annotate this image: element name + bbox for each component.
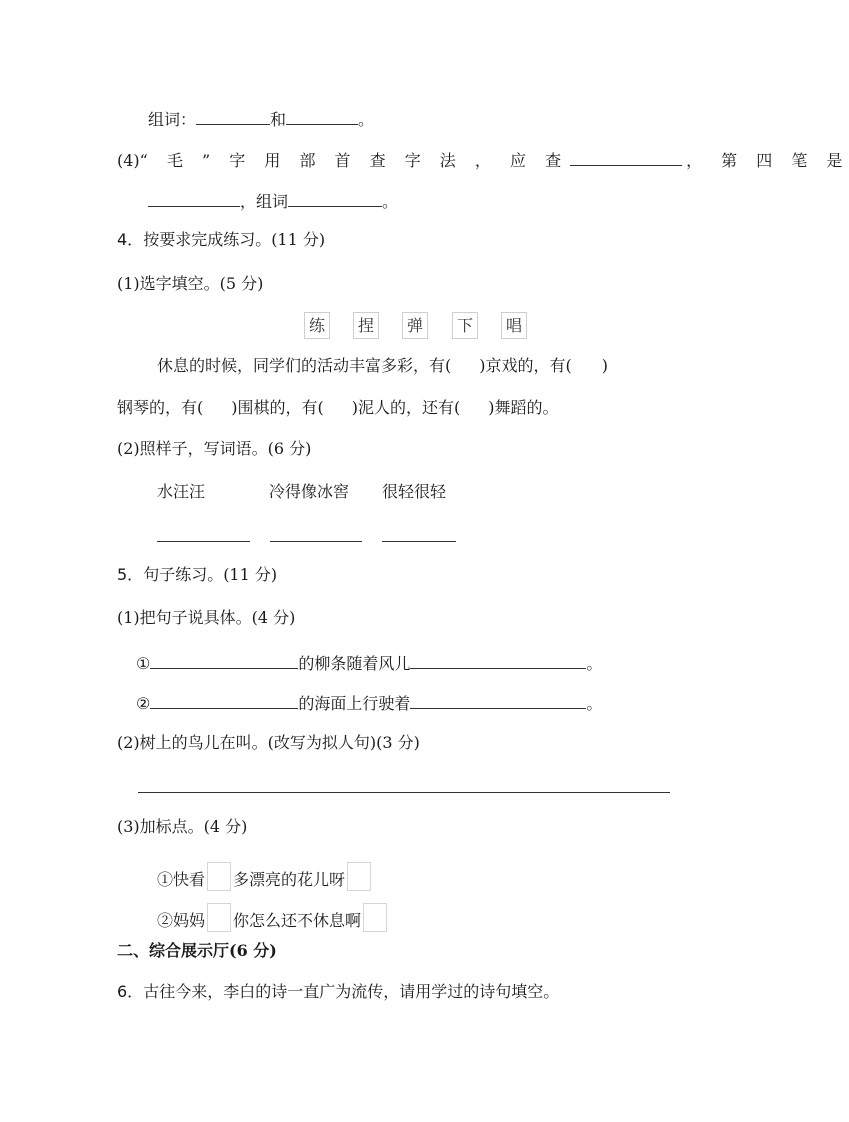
item-number: ① — [136, 654, 151, 673]
punct-text: ②妈妈 — [157, 911, 206, 930]
q3-part4-period: 。 — [382, 192, 399, 211]
sentence-period: 。 — [586, 654, 603, 673]
q6-heading — [117, 982, 559, 1002]
fill-text: 钢琴的，有( — [117, 398, 204, 417]
fill-text: )舞蹈的。 — [488, 398, 559, 417]
q3-word-group-line — [148, 108, 374, 130]
choice-char-box: 唱 — [501, 312, 527, 339]
punctuation-box[interactable] — [207, 903, 231, 932]
q5-part3-label: (3)加标点。(4 分) — [117, 817, 248, 836]
punctuation-box[interactable] — [347, 862, 371, 891]
q5-title: 句子练习。(11 分) — [143, 565, 278, 584]
punct-text: 多漂亮的花儿呀 — [233, 870, 346, 889]
example-word: 水汪汪 — [157, 482, 206, 501]
sentence-text: 的柳条随着风儿 — [298, 654, 411, 673]
q4-number: 4． — [117, 230, 144, 249]
q5-sentence-2 — [136, 692, 602, 714]
q6-text: 古往今来，李白的诗一直广为流传，请用学过的诗句填空。 — [143, 982, 560, 1001]
q3-word-group-prefix: 组词： — [148, 110, 197, 129]
choice-char-box: 捏 — [353, 312, 379, 339]
answer-line[interactable] — [157, 541, 250, 542]
q5-sentence-1 — [136, 652, 602, 674]
q3-period: 。 — [358, 110, 375, 129]
choice-char-box: 练 — [304, 312, 330, 339]
fill-text: )泥人的，还有( — [351, 398, 461, 417]
example-word: 冷得像冰窖 — [269, 482, 350, 501]
choice-char-box: 下 — [452, 312, 478, 339]
answer-blank[interactable] — [410, 652, 586, 669]
q5-part1-label: (1)把句子说具体。(4 分) — [117, 608, 296, 627]
sentence-text: 的海面上行驶着 — [298, 694, 411, 713]
punctuation-item-2 — [157, 903, 389, 932]
punctuation-box[interactable] — [363, 903, 387, 932]
answer-line[interactable] — [270, 541, 362, 542]
fill-text: )京戏的，有( — [479, 356, 572, 375]
q4-fill-line1 — [157, 356, 608, 376]
punctuation-item-1 — [157, 862, 373, 891]
answer-blank[interactable] — [150, 692, 298, 709]
q4-part1-label: (1)选字填空。(5 分) — [117, 274, 264, 293]
q4-title: 按要求完成练习。(11 分) — [143, 230, 326, 249]
q3-part4-label: (4) — [117, 151, 140, 170]
answer-line[interactable] — [382, 541, 456, 542]
q4-heading — [117, 230, 325, 250]
q3-part4-text: “ 毛 ” 字 用 部 首 查 字 法 ， 应 查 — [139, 151, 569, 170]
q3-part4-word-group: ，组词 — [240, 192, 289, 211]
q3-part4-line1 — [117, 149, 849, 171]
q4-part2-label: (2)照样子，写词语。(6 分) — [117, 439, 312, 458]
sentence-period: 。 — [586, 694, 603, 713]
q3-part4-line2 — [148, 190, 398, 212]
choice-char-box: 弹 — [402, 312, 428, 339]
item-number: ② — [136, 694, 151, 713]
q3-and-text: 和 — [270, 110, 287, 129]
example-word: 很轻很轻 — [382, 482, 447, 501]
punct-text: ①快看 — [157, 870, 206, 889]
answer-line[interactable] — [138, 792, 670, 793]
answer-blank[interactable] — [570, 149, 682, 166]
punctuation-box[interactable] — [207, 862, 231, 891]
q4-fill-line2 — [117, 398, 559, 418]
q5-number: 5． — [117, 565, 144, 584]
answer-blank[interactable] — [196, 108, 270, 125]
answer-blank[interactable] — [150, 652, 298, 669]
q5-heading — [117, 565, 277, 585]
answer-blank[interactable] — [410, 692, 586, 709]
fill-text: ) — [601, 356, 608, 375]
answer-blank[interactable] — [148, 190, 240, 207]
q5-part2-label: (2)树上的鸟儿在叫。(改写为拟人句)(3 分) — [117, 733, 420, 752]
section2-title: 二、综合展示厅(6 分) — [117, 941, 277, 960]
answer-blank[interactable] — [286, 108, 358, 125]
fill-text: 休息的时候，同学们的活动丰富多彩，有( — [157, 356, 452, 375]
q6-number: 6． — [117, 982, 144, 1001]
answer-blank[interactable] — [288, 190, 382, 207]
punct-text: 你怎么还不休息啊 — [233, 911, 362, 930]
fill-text: )围棋的，有( — [231, 398, 324, 417]
q3-part4-mid: ， 第 四 笔 是 — [686, 151, 849, 170]
